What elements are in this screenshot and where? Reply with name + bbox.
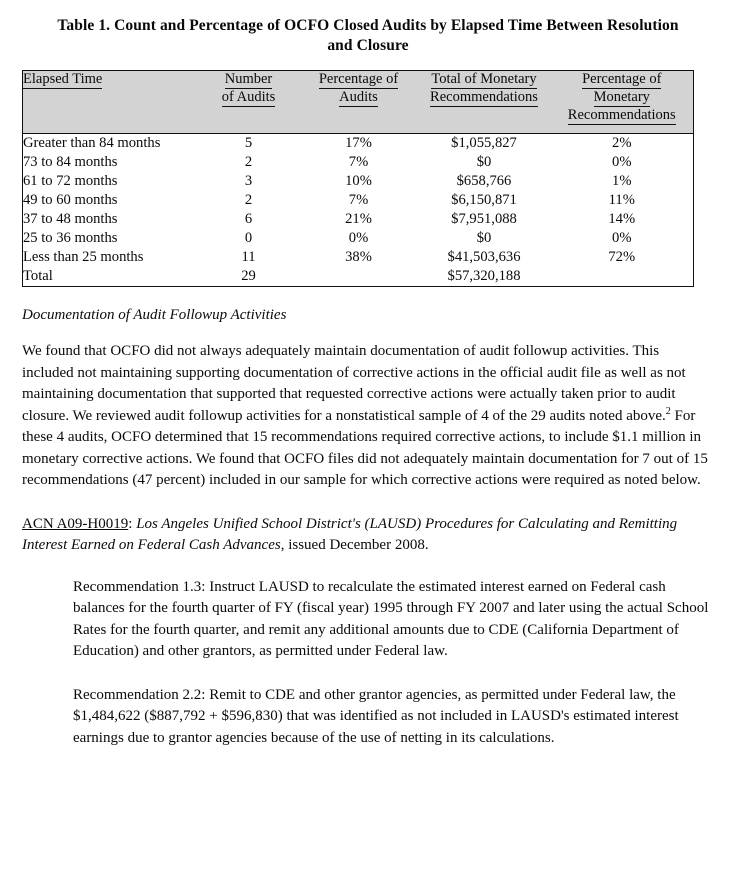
cell-elapsed-time: Less than 25 months: [23, 249, 144, 265]
cell-total-monetary: $7,951,088: [451, 211, 517, 227]
column-header-percentage-monetary-line3: Recommendations: [567, 107, 676, 123]
cell-total-monetary: $658,766: [456, 173, 512, 189]
recommendation-label: Recommendation 1.3:: [73, 578, 206, 595]
cell-elapsed-time: 61 to 72 months: [23, 173, 118, 189]
table-row: [23, 210, 694, 229]
column-header-percentage-of-audits-line1: Percentage of: [318, 71, 399, 87]
audits-table-wrapper: [22, 70, 714, 287]
recommendation-2-2: [73, 685, 714, 750]
recommendation-1-3: [73, 577, 714, 663]
section-heading: Documentation of Audit Followup Activities: [22, 307, 287, 323]
column-header-elapsed-time: [23, 71, 198, 134]
cell-total-monetary: $0: [476, 230, 492, 246]
cell-percentage-monetary: 2%: [612, 135, 632, 151]
cell-total-monetary: $57,320,188: [447, 268, 521, 284]
cell-percentage-of-audits: 0%: [348, 230, 369, 246]
cell-percentage-of-audits: 21%: [345, 211, 372, 227]
audits-table: [22, 70, 694, 287]
cell-percentage-of-audits: 7%: [348, 192, 369, 208]
recommendation-text: Instruct LAUSD to recalculate the estimated interest earned on Federal cash balances for the fourth quarter of FY (fiscal year) 1995 through FY 2007 and later using the actual School Rates for the fourth quarter, and remit any additional amounts due to CDE (California Department of Education) and other grantors, as permitted under Federal law.: [73, 578, 709, 659]
column-header-percentage-monetary-line2: Monetary: [593, 89, 650, 105]
recommendation-label: Recommendation 2.2:: [73, 686, 206, 703]
cell-number-of-audits: 2: [244, 192, 253, 208]
cell-percentage-of-audits: 7%: [348, 154, 369, 170]
cell-elapsed-time: 49 to 60 months: [23, 192, 118, 208]
acn-separator: :: [128, 515, 137, 532]
cell-percentage-monetary: [551, 267, 694, 287]
column-header-elapsed-time-line1: Elapsed Time: [23, 71, 103, 87]
cell-total-monetary: $41,503,636: [447, 249, 521, 265]
table-header: [23, 71, 694, 134]
acn-title: Los Angeles Unified School District's (LAUSD) Procedures for Calculating and Remitting Interest Earned on Federal Cash Advances: [22, 515, 678, 553]
cell-total-monetary: $1,055,827: [451, 135, 517, 151]
cell-percentage-monetary: 72%: [608, 249, 636, 265]
cell-percentage-monetary: 0%: [612, 230, 632, 246]
cell-percentage-monetary: 14%: [608, 211, 636, 227]
cell-number-of-audits: 29: [241, 268, 256, 284]
column-header-number-of-audits-line1: Number: [224, 71, 273, 87]
cell-number-of-audits: 3: [244, 173, 253, 189]
acn-citation: [22, 514, 714, 557]
table-row: [23, 134, 694, 154]
footnote-marker: 2: [665, 405, 671, 417]
cell-percentage-monetary: 0%: [612, 154, 632, 170]
paragraph-audit-followup: [22, 341, 714, 492]
table-row: [23, 191, 694, 210]
cell-number-of-audits: 11: [241, 249, 256, 265]
table-row: [23, 153, 694, 172]
cell-total-monetary: $6,150,871: [451, 192, 517, 208]
cell-percentage-of-audits: 38%: [345, 249, 372, 265]
acn-number: ACN A09-H0019: [22, 515, 129, 532]
column-header-percentage-monetary-line1: Percentage of: [582, 71, 662, 87]
table-row: [23, 248, 694, 267]
acn-issued-date: , issued December 2008.: [280, 537, 429, 553]
table-title: Table 1. Count and Percentage of OCFO Closed Audits by Elapsed Time Between Resolution and Closure: [57, 17, 679, 54]
cell-elapsed-time: 37 to 48 months: [23, 211, 118, 227]
cell-number-of-audits: 2: [244, 154, 253, 170]
paragraph-text-part-a: We found that OCFO did not always adequately maintain documentation of audit followup activities. This included not maintaining supporting documentation of corrective actions in the official audit file as well as not maintaining documentation that supported that requested corrective actions were actually taken prior to audit closure. We reviewed audit followup activities for a nonstatistical sample of 4 of the 29 audits noted above.: [22, 343, 686, 424]
column-header-total-monetary-recommendations: [418, 71, 551, 134]
cell-elapsed-time: 73 to 84 months: [23, 154, 118, 170]
column-header-percentage-monetary-recommendations: [551, 71, 694, 134]
cell-percentage-of-audits: [300, 267, 418, 287]
table-row: [23, 172, 694, 191]
table-body: [23, 134, 694, 287]
cell-percentage-monetary: 1%: [612, 173, 632, 189]
cell-percentage-monetary: 11%: [608, 192, 635, 208]
cell-number-of-audits: 0: [244, 230, 253, 246]
cell-number-of-audits: 6: [244, 211, 253, 227]
table-header-row: [23, 71, 694, 134]
cell-number-of-audits: 5: [244, 135, 253, 151]
cell-percentage-of-audits: 10%: [345, 173, 372, 189]
table-row: [23, 229, 694, 248]
column-header-number-of-audits: [198, 71, 300, 134]
table-row-total: [23, 267, 694, 287]
column-header-total-monetary-line2: Recommendations: [430, 89, 538, 105]
column-header-percentage-of-audits: [300, 71, 418, 134]
cell-elapsed-time: Greater than 84 months: [23, 135, 161, 151]
cell-elapsed-time: 25 to 36 months: [23, 230, 118, 246]
recommendation-text: Remit to CDE and other grantor agencies, as permitted under Federal law, the $1,484,622 ($887,792 + $596,830) that was identified as not included in LAUSD's estimated interest earnings due to grantor agencies because of the use of netting in its calculations.: [73, 686, 679, 746]
cell-percentage-of-audits: 17%: [345, 135, 372, 151]
paragraph-text-part-b: For these 4 audits, OCFO determined that 15 recommendations required corrective actions, to include $1.1 million in monetary corrective actions. We found that OCFO files did not adequately maintain documentation for 7 out of 15 recommendations (47 percent) included in our sample for which corrective actions were required as noted below.: [22, 407, 708, 488]
cell-elapsed-time: Total: [23, 268, 53, 284]
column-header-number-of-audits-line2: of Audits: [221, 89, 276, 105]
cell-total-monetary: $0: [476, 154, 492, 170]
column-header-percentage-of-audits-line2: Audits: [339, 89, 378, 105]
column-header-total-monetary-line1: Total of Monetary: [431, 71, 537, 87]
